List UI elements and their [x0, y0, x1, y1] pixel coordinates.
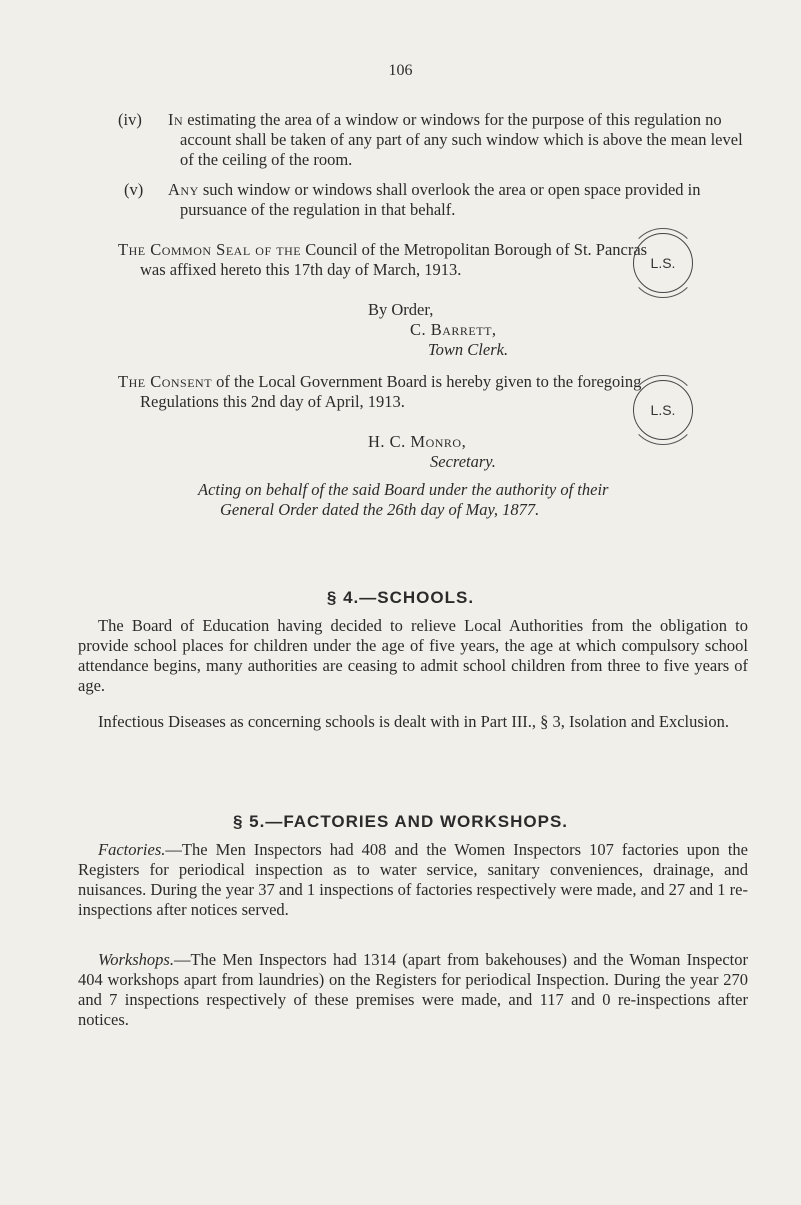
clause-lead: In — [168, 110, 184, 129]
seal-bracket — [628, 375, 698, 445]
acting-note: Acting on behalf of the said Board under the authority of their General Order dated the 26th day of May, 1877. — [198, 480, 609, 519]
clerk-title: Town Clerk. — [428, 340, 509, 359]
clause-lead: Any — [168, 180, 199, 199]
secretary-name: H. C. Monro, — [368, 432, 467, 451]
clerk-name: C. Barrett, — [410, 320, 497, 339]
seal-label: L.S. — [650, 402, 676, 418]
by-order: By Order, — [368, 300, 434, 319]
clause-label: (iv) — [118, 110, 142, 129]
clause-label: (v) — [124, 180, 144, 199]
clause-v — [118, 180, 758, 220]
clause-iv — [118, 110, 758, 170]
consent-notice — [118, 372, 660, 412]
secretary-title: Secretary. — [430, 452, 496, 471]
consent-notice-lead: The Consent — [118, 372, 213, 391]
seal-label: L.S. — [650, 255, 676, 271]
factories-lead: Factories. — [98, 840, 166, 859]
page-number: 106 — [388, 62, 413, 79]
schools-para-2: Infectious Diseases as concerning schools is dealt with in Part III., § 3, Isolation and Exclusion. — [98, 712, 729, 731]
seal-notice-text: Council of the Metropolitan Borough of St. Pancras was affixed hereto this 17th day of March, 1913. — [140, 240, 648, 279]
clause-text: such window or windows shall overlook the area or open space provided in pursuance of the regulation in that behalf. — [180, 180, 701, 219]
workshops-lead: Workshops. — [98, 950, 174, 969]
clause-text: estimating the area of a window or windows for the purpose of this regulation no account shall be taken of any part of any such window which is above the mean level of the ceiling of the room. — [180, 110, 743, 169]
consent-notice-text: of the Local Government Board is hereby given to the foregoing Regulations this 2nd day of April, 1913. — [140, 372, 642, 411]
seal-bracket — [628, 228, 698, 298]
schools-heading: § 4.—SCHOOLS. — [326, 588, 475, 607]
seal-notice — [118, 240, 660, 280]
factories-text: —The Men Inspectors had 408 and the Women Inspectors 107 factories upon the Registers for periodical inspection as to water service, sanitary conveniences, drainage, and nuisances. During the year 37 and 1 inspections of factories respectively were made, and 27 and 1 re-inspections after notices served. — [78, 840, 748, 919]
workshops-para — [78, 950, 748, 1030]
factories-heading: § 5.—FACTORIES AND WORKSHOPS. — [232, 812, 569, 831]
seal-notice-lead: The Common Seal of the — [118, 240, 302, 259]
schools-para-1: The Board of Education having decided to relieve Local Authorities from the obligation to provide school places for children under the age of five years, the age at which compulsory school attendance begins, many authorities are ceasing to admit school children from three to five years of age. — [78, 616, 748, 695]
factories-para — [78, 840, 748, 920]
workshops-text: —The Men Inspectors had 1314 (apart from bakehouses) and the Woman Inspector 404 workshops apart from laundries) on the Registers for periodical Inspection. During the year 270 and 7 inspections respectively of these premises were made, and 117 and 0 re-inspections after notices. — [78, 950, 748, 1029]
